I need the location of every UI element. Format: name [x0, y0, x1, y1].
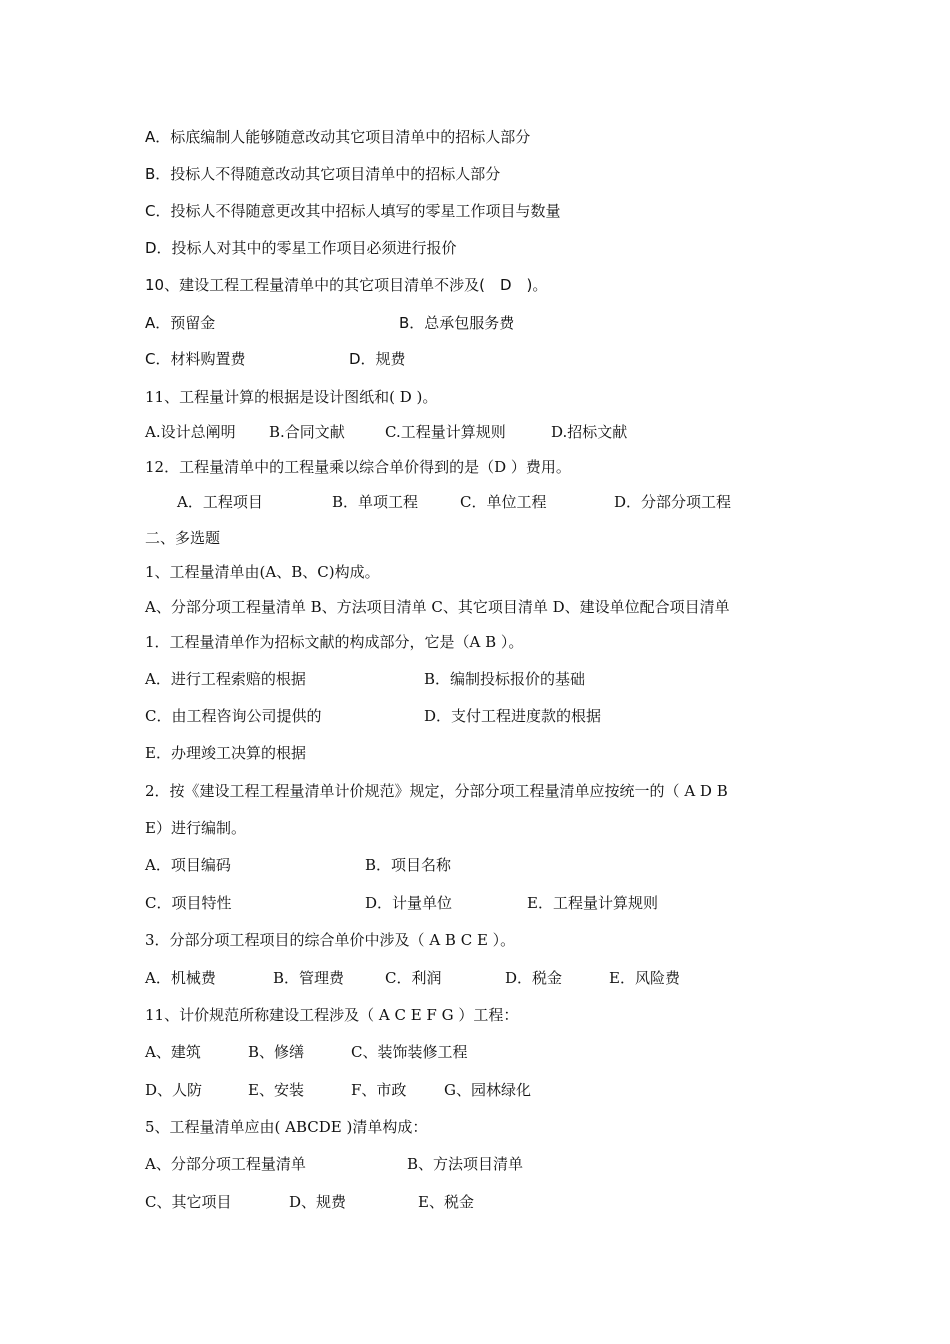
question-12: 12．工程量清单中的工程量乘以综合单价得到的是（D ）费用。	[145, 458, 571, 476]
q12-option-c: C．单位工程	[460, 493, 547, 511]
q11-option-b: B.合同文献	[269, 423, 345, 441]
mc-question-11: 11、计价规范所称建设工程涉及（ A C E F G ）工程：	[145, 1006, 519, 1024]
mc1-option-d: D．支付工程进度款的根据	[424, 707, 602, 725]
mc5-option-b: B、方法项目清单	[407, 1155, 524, 1173]
question-10: 10、建设工程工程量清单中的其它项目清单不涉及( D )。	[145, 276, 548, 294]
mc3-option-e: E．风险费	[609, 969, 680, 987]
q10-option-d: D．规费	[349, 350, 406, 368]
mc2-option-a: A．项目编码	[145, 856, 231, 874]
q10-option-b: B．总承包服务费	[399, 314, 515, 332]
mc11-option-e: E、安装	[248, 1081, 304, 1099]
mc-question-3: 3．分部分项工程项目的综合单价中涉及（ A B C E ）。	[145, 931, 516, 949]
mc11-option-d: D、人防	[145, 1081, 203, 1099]
q10-option-a: A．预留金	[145, 314, 216, 332]
q10-option-c: C．材料购置费	[145, 350, 246, 368]
mc-question-1b: 1．工程量清单作为招标文献的构成部分，它是（A B ）。	[145, 633, 524, 651]
mc3-option-d: D．税金	[505, 969, 563, 987]
mc5-option-d: D、规费	[289, 1193, 347, 1211]
q9-option-a: A．标底编制人能够随意改动其它项目清单中的招标人部分	[145, 128, 531, 146]
mc-question-2-cont: E）进行编制。	[145, 819, 246, 837]
q12-option-b: B．单项工程	[332, 493, 419, 511]
mc2-option-c: C．项目特性	[145, 894, 232, 912]
mc2-option-d: D．计量单位	[365, 894, 453, 912]
mc11-option-b: B、修缮	[248, 1043, 305, 1061]
mc11-option-a: A、建筑	[145, 1043, 201, 1061]
q11-option-a: A.设计总阐明	[145, 423, 236, 441]
mc1-option-b: B．编制投标报价的基础	[424, 670, 586, 688]
mc11-option-c: C、装饰装修工程	[351, 1043, 468, 1061]
q12-option-d: D．分部分项工程	[614, 493, 732, 511]
q9-option-b: B．投标人不得随意改动其它项目清单中的招标人部分	[145, 165, 501, 183]
mc11-option-f: F、市政	[351, 1081, 407, 1099]
mc11-option-g: G、园林绿化	[444, 1081, 531, 1099]
q12-option-a: A．工程项目	[177, 493, 263, 511]
section-heading-multiple-choice: 二、多选题	[145, 529, 221, 547]
mc3-option-c: C．利润	[385, 969, 442, 987]
mc1-option-c: C．由工程咨询公司提供的	[145, 707, 322, 725]
mc-question-1a: 1、工程量清单由(A、B、C)构成。	[145, 563, 380, 581]
q11-option-c: C.工程量计算规则	[385, 423, 506, 441]
mc5-option-c: C、其它项目	[145, 1193, 232, 1211]
mc1-option-a: A．进行工程索赔的根据	[145, 670, 306, 688]
mc-question-1a-options: A、分部分项工程量清单 B、方法项目清单 C、其它项目清单 D、建设单位配合项目清单	[145, 598, 730, 616]
mc1-option-e: E．办理竣工决算的根据	[145, 744, 306, 762]
question-11: 11、工程量计算的根据是设计图纸和( D )。	[145, 388, 438, 406]
mc2-option-e: E．工程量计算规则	[527, 894, 658, 912]
mc3-option-a: A．机械费	[145, 969, 216, 987]
mc-question-5: 5、工程量清单应由( ABCDE )清单构成：	[145, 1118, 428, 1136]
mc3-option-b: B．管理费	[273, 969, 345, 987]
mc5-option-e: E、税金	[418, 1193, 474, 1211]
mc-question-2: 2．按《建设工程工程量清单计价规范》规定，分部分项工程量清单应按统一的（ A D B	[145, 782, 728, 800]
mc5-option-a: A、分部分项工程量清单	[145, 1155, 306, 1173]
q11-option-d: D.招标文献	[551, 423, 628, 441]
q9-option-d: D．投标人对其中的零星工作项目必须进行报价	[145, 239, 457, 257]
mc2-option-b: B．项目名称	[365, 856, 452, 874]
q9-option-c: C．投标人不得随意更改其中招标人填写的零星工作项目与数量	[145, 202, 561, 220]
